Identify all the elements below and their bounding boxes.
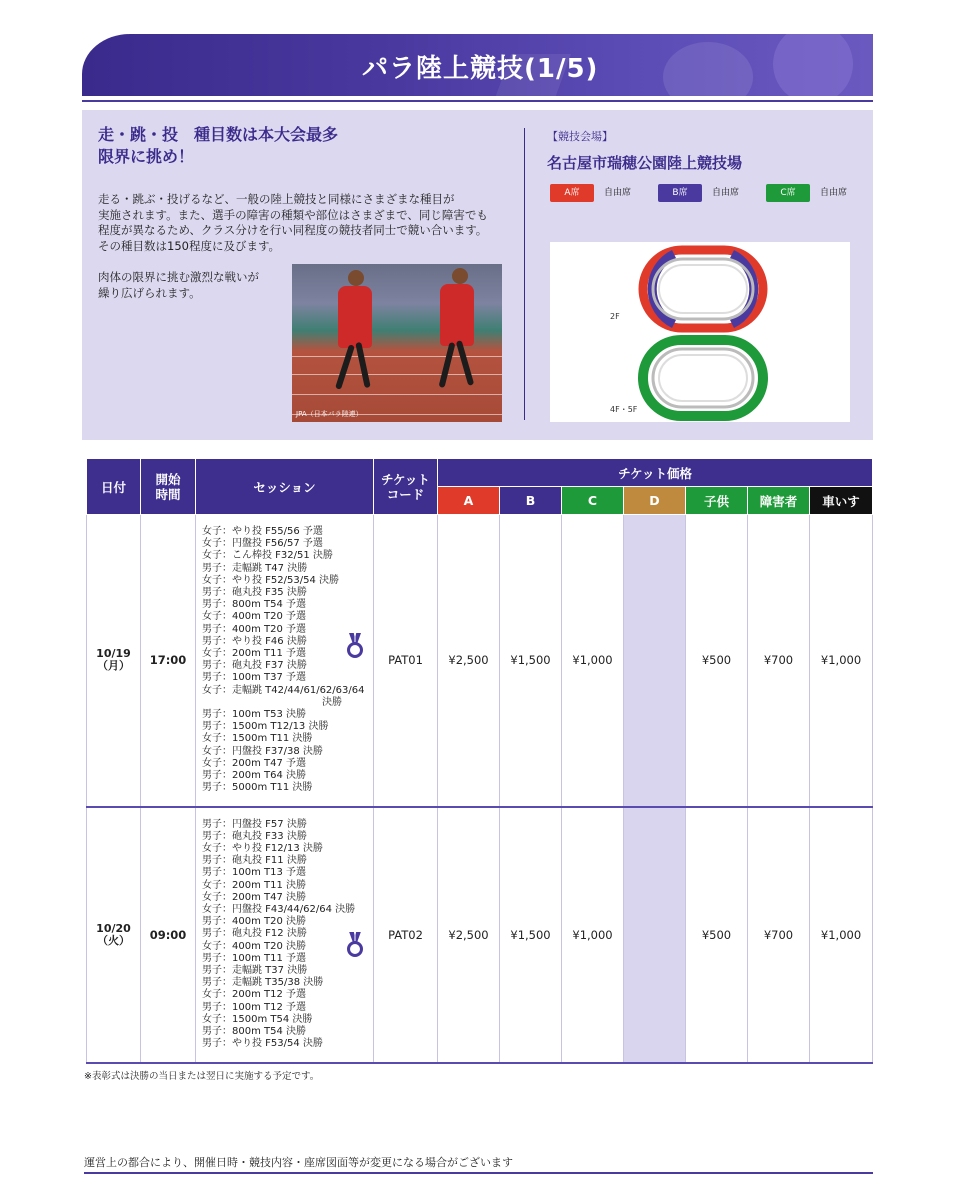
intro-heading: 走・跳・投 種目数は本大会最多 限界に挑め！ bbox=[98, 125, 339, 166]
photo-credit: JPA（日本パラ陸連） bbox=[296, 410, 363, 418]
price-b: ¥1,500 bbox=[500, 515, 562, 807]
price-col-a: A bbox=[438, 487, 500, 515]
row-time: 09:00 bbox=[141, 807, 196, 1063]
row-session-cell bbox=[196, 807, 374, 1063]
stadium-diagram bbox=[550, 242, 850, 422]
map-label-4f-5f: 4F・5F bbox=[610, 405, 638, 414]
header-ticket-code: チケット コード bbox=[374, 459, 438, 515]
price-wheelchair: ¥1,000 bbox=[810, 807, 873, 1063]
intro-description: 走る・跳ぶ・投げるなど、一般の陸上競技と同様にさまざまな種目が 実施されます。また、選手の障害の種類や部位はさまざまで、同じ障害でも 程度が異なるため、クラス分けを行い同程度の競技者同士で競い合います。 その種目数は150程度に及びます。 bbox=[98, 192, 488, 253]
price-col-wheelchair: 車いす bbox=[810, 487, 873, 515]
header-rule bbox=[82, 100, 873, 102]
price-wheelchair: ¥1,000 bbox=[810, 515, 873, 807]
price-col-b: B bbox=[500, 487, 562, 515]
header-date: 日付 bbox=[87, 459, 141, 515]
seat-legend bbox=[550, 184, 874, 202]
row-ticket-code: PAT01 bbox=[374, 515, 438, 807]
footer-rule bbox=[84, 1172, 873, 1174]
price-c: ¥1,000 bbox=[562, 807, 624, 1063]
header-decoration bbox=[663, 42, 753, 96]
price-b: ¥1,500 bbox=[500, 807, 562, 1063]
legend-seat-c: C席 bbox=[766, 184, 810, 202]
legend-type-a: 自由席 bbox=[604, 188, 632, 198]
venue-label: 【競技会場】 bbox=[547, 130, 613, 143]
row-date: 10/20 （火） bbox=[87, 807, 141, 1063]
award-note: ※表彰式は決勝の当日または翌日に実施する予定です。 bbox=[84, 1071, 320, 1082]
seating-map bbox=[550, 242, 850, 422]
row-time: 17:00 bbox=[141, 515, 196, 807]
table-row bbox=[87, 807, 873, 1063]
section-divider bbox=[524, 128, 525, 420]
change-notice: 運営上の都合により、開催日時・競技内容・座席図面等が変更になる場合がございます bbox=[84, 1156, 513, 1169]
price-a: ¥2,500 bbox=[438, 807, 500, 1063]
row-session-cell bbox=[196, 515, 374, 807]
venue-name: 名古屋市瑞穂公園陸上競技場 bbox=[547, 154, 743, 172]
legend-type-c: 自由席 bbox=[820, 188, 848, 198]
price-child: ¥500 bbox=[686, 807, 748, 1063]
header-ticket-price: チケット価格 bbox=[438, 459, 873, 487]
header-decoration bbox=[773, 34, 853, 96]
row-session-list: 男子：円盤投 F57 決勝 男子：砲丸投 F33 決勝 女子：やり投 F12/13 決勝 男子：砲丸投 F11 決勝 男子：100m T13 予選 女子：200m T11 決勝 女子：200m T47 決勝 女子：円盤投 F43/44/62/64 決勝 男子：400m T20 決勝 男子：砲丸投 F12 決勝 女子：400m T20 決勝 男子：100m T11 予選 男子：走幅跳 T37 決勝 男子：走幅跳 T35/38 決勝 女子：200m T12 予選 男子：100m T12 予選 女子：1500m T54 決勝 男子：800m T54 決勝 男子：やり投 F53/54 決勝 bbox=[202, 818, 356, 1050]
schedule-table bbox=[86, 458, 873, 1064]
price-col-disabled: 障害者 bbox=[748, 487, 810, 515]
medal-icon bbox=[347, 932, 363, 957]
price-col-d: D bbox=[624, 487, 686, 515]
intro-tagline: 肉体の限界に挑む激烈な戦いが 繰り広げられます。 bbox=[98, 270, 259, 300]
price-disabled: ¥700 bbox=[748, 807, 810, 1063]
price-col-c: C bbox=[562, 487, 624, 515]
row-ticket-code: PAT02 bbox=[374, 807, 438, 1063]
price-col-child: 子供 bbox=[686, 487, 748, 515]
header-start-time: 開始 時間 bbox=[141, 459, 196, 515]
row-date: 10/19 （月） bbox=[87, 515, 141, 807]
legend-seat-a: A席 bbox=[550, 184, 594, 202]
price-child: ¥500 bbox=[686, 515, 748, 807]
legend-type-b: 自由席 bbox=[712, 188, 740, 198]
row-session-list: 女子：やり投 F55/56 予選 女子：円盤投 F56/57 予選 女子：こん棒投 F32/51 決勝 男子：走幅跳 T47 決勝 女子：やり投 F52/53/54 決勝 男子：砲丸投 F35 決勝 男子：800m T54 予選 女子：400m T20 予選 男子：400m T20 予選 男子：やり投 F46 決勝 女子：200m T11 予選 男子：砲丸投 F37 決勝 男子：100m T37 予選 女子：走幅跳 T42/44/61/62/63/64 決勝 男子：100m T53 決勝 男子：1500m T12/13 決勝 女子：1500m T11 決勝 女子：円盤投 F37/38 決勝 女子：200m T47 予選 男子：200m T64 決勝 男子：5000m T11 決勝 bbox=[202, 526, 365, 794]
medal-icon bbox=[347, 633, 363, 658]
table-row bbox=[87, 515, 873, 807]
price-a: ¥2,500 bbox=[438, 515, 500, 807]
price-d bbox=[624, 807, 686, 1063]
legend-seat-b: B席 bbox=[658, 184, 702, 202]
header-session: セッション bbox=[196, 459, 374, 515]
intro-panel bbox=[82, 110, 873, 440]
athletes-photo bbox=[292, 264, 502, 422]
page-title: パラ陸上競技(1/5) bbox=[362, 54, 599, 84]
page-header-banner bbox=[82, 34, 873, 96]
price-d bbox=[624, 515, 686, 807]
map-label-2f: 2F bbox=[610, 312, 620, 321]
price-disabled: ¥700 bbox=[748, 515, 810, 807]
price-c: ¥1,000 bbox=[562, 515, 624, 807]
